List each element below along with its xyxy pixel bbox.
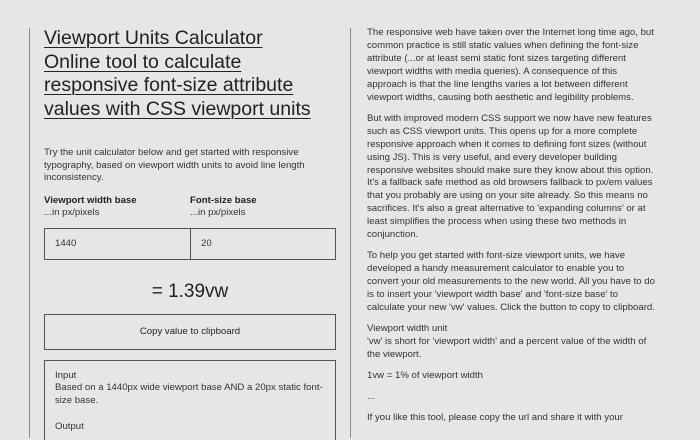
result-value: = 1.39vw bbox=[151, 280, 229, 302]
vw-unit-heading: Viewport width unit bbox=[367, 323, 448, 335]
title-line: Viewport Units Calculator bbox=[44, 27, 263, 49]
paragraph-css-support: But with improved modern CSS support we now have new features such as CSS viewport units. This opens up for a more complete responsive approach when it comes to defining font sizes (without using JS). This is very useful, and every developer building responsive websites should make sure they know about this option. It's a fallback safe method as old browsers fallback to px/em values that you probably are using on your site already. So this means no sacrifices. It's also a great alternative to 'expanding columns' or at least simplifies the process when using these two methods in conjunction. bbox=[367, 112, 654, 241]
copy-to-clipboard-button[interactable]: Copy value to clipboard bbox=[44, 314, 336, 350]
calculator-column bbox=[44, 27, 336, 440]
input-row bbox=[44, 228, 336, 260]
description-column bbox=[367, 27, 657, 433]
viewport-width-hint: ...in px/pixels bbox=[44, 207, 100, 219]
field-labels bbox=[44, 195, 336, 220]
viewport-width-label: Viewport width base bbox=[44, 194, 137, 206]
font-size-input[interactable] bbox=[190, 229, 335, 259]
input-heading: Input bbox=[55, 369, 77, 381]
font-size-label: Font-size base bbox=[190, 194, 257, 206]
page-title bbox=[44, 27, 336, 121]
paragraph-intro: The responsive web have taken over the Internet long time ago, but common practice is still static values when defining the font-size attribute (...or at least semi static font sizes targeting different viewport widths with media queries). A consequence of this approach is that the line lengths varies a lot between different viewport widths, causing both aesthetic and legibility problems. bbox=[367, 27, 654, 103]
viewport-width-input[interactable] bbox=[45, 229, 190, 259]
title-line: values with CSS viewport units bbox=[44, 97, 311, 120]
title-line: Online tool to calculate bbox=[44, 50, 242, 73]
viewport-label-group bbox=[44, 195, 190, 220]
vw-unit-example: 1vw = 1% of viewport width bbox=[367, 369, 483, 381]
fontsize-label-group bbox=[190, 195, 336, 220]
left-rule bbox=[29, 28, 30, 438]
intro-text: Try the unit calculator below and get started with responsive typography, based on viewport width units to avoid line length inconsistency. bbox=[44, 147, 305, 184]
title-line: responsive font-size attribute bbox=[44, 74, 294, 96]
vw-unit-description: 'vw' is short for 'viewport width' and a percent value of the width of the viewport. bbox=[367, 335, 647, 360]
font-size-hint: ...in px/pixels bbox=[190, 207, 246, 219]
input-description: Based on a 1440px wide viewport base AND a 20px static font-size base. bbox=[55, 382, 323, 406]
calculation-details bbox=[44, 360, 336, 440]
output-heading: Output bbox=[55, 420, 84, 432]
column-divider bbox=[350, 28, 351, 438]
ellipsis-text: ... bbox=[367, 390, 375, 402]
share-text: If you like this tool, please copy the url and share it with your bbox=[367, 411, 623, 423]
paragraph-calculator-help: To help you get started with font-size viewport units, we have developed a handy measurement calculator to enable you to convert your old measurements to the new world. All you have to do is to insert your 'viewport width base' and 'font-size base' to calculate your new 'vw' values. Click the button to copy to clipboard. bbox=[367, 250, 655, 314]
